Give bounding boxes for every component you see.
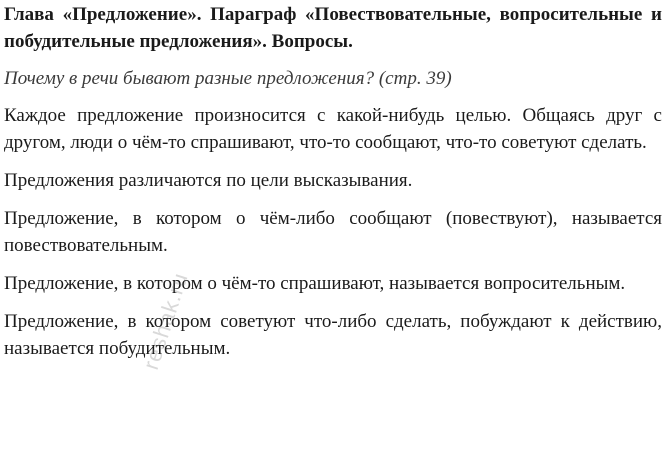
paragraph: Предложение, в котором советуют что-либо сделать, побуждают к действию, называется побудительным.: [4, 311, 662, 359]
paragraph: Каждое предложение произносится с какой-нибудь целью. Общаясь друг с другом, люди о чём-то спрашивают, что-то сообщают, что-то советуют сделать.: [4, 105, 662, 153]
question-text: Почему в речи бывают разные предложения? (стр. 39): [4, 68, 452, 89]
paragraph: Предложение, в котором о чём-либо сообщают (повествуют), называется повествовательным.: [4, 208, 662, 256]
paragraph: Предложения различаются по цели высказывания.: [4, 170, 413, 191]
paragraph: Предложение, в котором о чём-то спрашивают, называется вопросительным.: [4, 273, 626, 294]
document-page: [4, 0, 662, 373]
watermark: reshak.ru: [138, 269, 193, 373]
chapter-heading: Глава «Предложение». Параграф «Повествовательные, вопросительные и побудительные предложения». Вопросы.: [4, 4, 662, 52]
